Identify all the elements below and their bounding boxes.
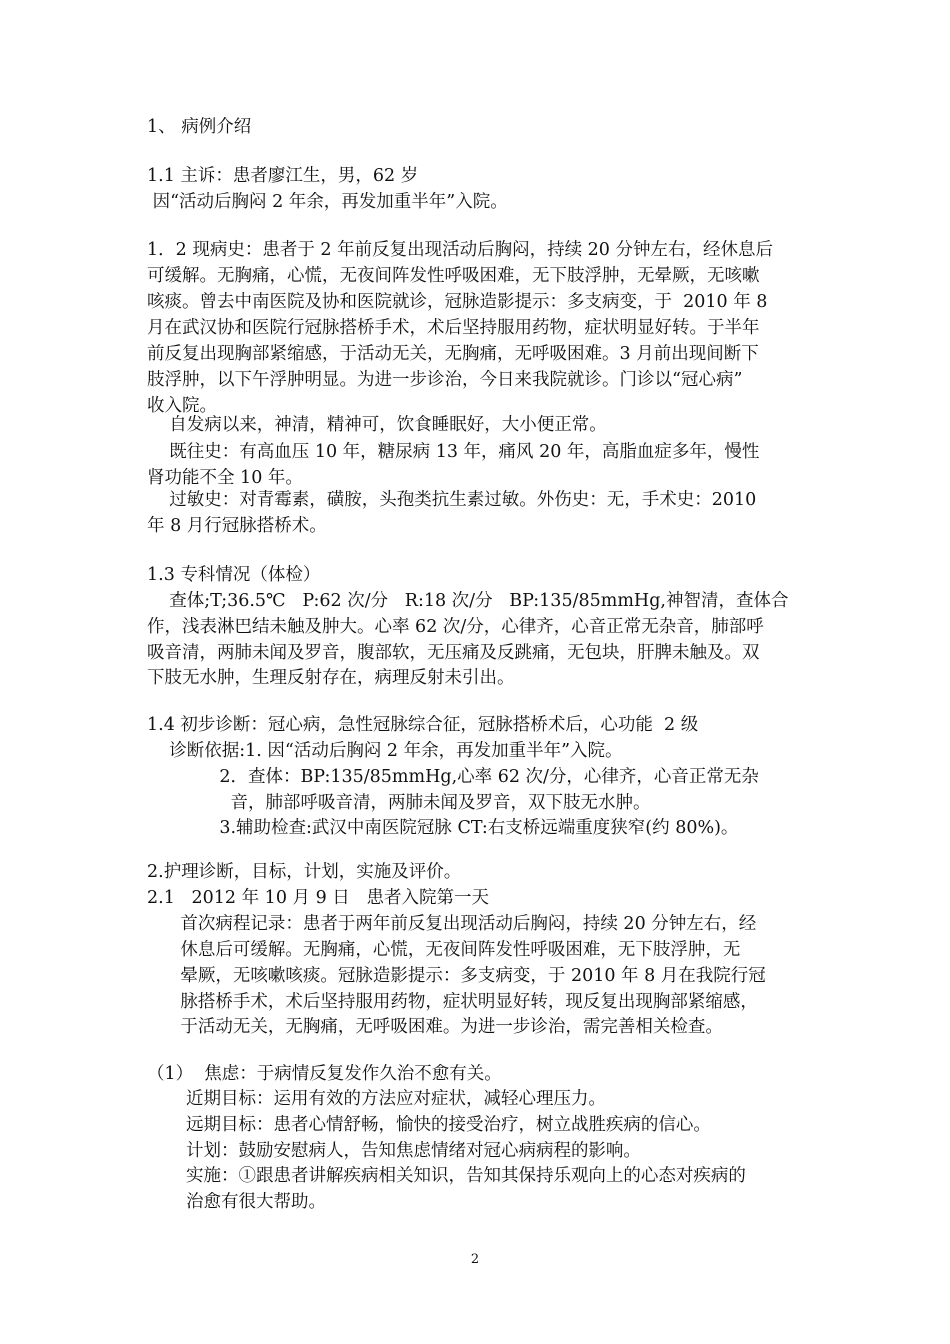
text-line: 年 8 月行冠脉搭桥术。 <box>147 516 327 536</box>
text-line: 音，肺部呼吸音清，两肺未闻及罗音，双下肢无水肿。 <box>147 793 651 813</box>
text-line: 脉搭桥手术，术后坚持服用药物，症状明显好转，现反复出现胸部紧缩感， <box>147 992 758 1012</box>
section-heading: 1、 病例介绍 <box>147 117 252 137</box>
text-line: 2．查体：BP:135/85mmHg,心率 62 次/分，心律齐，心音正常无杂 <box>147 767 759 787</box>
text-line: 自发病以来，神清，精神可，饮食睡眠好，大小便正常。 <box>147 415 607 435</box>
text-line: 可缓解。无胸痛，心慌，无夜间阵发性呼吸困难，无下肢浮肿，无晕厥，无咳嗽 <box>147 266 760 286</box>
text-line: 前反复出现胸部紧缩感，于活动无关，无胸痛，无呼吸困难。3 月前出现间断下 <box>147 344 759 364</box>
text-line: 月在武汉协和医院行冠脉搭桥手术，术后坚持服用药物，症状明显好转。于半年 <box>147 318 760 338</box>
text-line: 吸音清，两肺未闻及罗音，腹部软，无压痛及反跳痛，无包块，肝脾未触及。双 <box>147 643 760 663</box>
exam-heading: 1.3 专科情况（体检） <box>147 565 321 585</box>
text-line: 3.辅助检查:武汉中南医院冠脉 CT:右支桥远端重度狭窄(约 80%)。 <box>147 818 739 838</box>
diagnosis-heading: 1.4 初步诊断：冠心病，急性冠脉综合征，冠脉搭桥术后，心功能 2 级 <box>147 715 699 735</box>
text-line: 下肢无水肿，生理反射存在，病理反射未引出。 <box>147 668 515 688</box>
text-line: 计划：鼓励安慰病人，告知焦虑情绪对冠心病病程的影响。 <box>147 1141 641 1161</box>
chief-complaint-heading: 1.1 主诉：患者廖江生，男，62 岁 <box>147 166 419 186</box>
page-number: 2 <box>470 1252 480 1267</box>
text-line: 查体;T;36.5℃ P:62 次/分 R:18 次/分 BP:135/85mmHg,神智清，查体合 <box>147 591 789 611</box>
text-line: 晕厥，无咳嗽咳痰。冠脉造影提示：多支病变，于 2010 年 8 月在我院行冠 <box>147 966 766 986</box>
text-line: 肾功能不全 10 年。 <box>147 468 303 488</box>
text-line: 休息后可缓解。无胸痛，心慌，无夜间阵发性呼吸困难，无下肢浮肿，无 <box>147 940 741 960</box>
text-line: 治愈有很大帮助。 <box>147 1192 326 1212</box>
text-line: 远期目标：患者心情舒畅，愉快的接受治疗，树立战胜疾病的信心。 <box>147 1115 711 1135</box>
text-line: 既往史：有高血压 10 年，糖尿病 13 年，痛风 20 年，高脂血症多年，慢性 <box>147 442 760 462</box>
text-line: 因“活动后胸闷 2 年余，再发加重半年”入院。 <box>147 192 508 212</box>
text-line: 实施：①跟患者讲解疾病相关知识，告知其保持乐观向上的心态对疾病的 <box>147 1166 746 1186</box>
text-line: 过敏史：对青霉素，磺胺，头孢类抗生素过敏。外伤史：无，手术史：2010 <box>147 490 757 510</box>
history-heading: 1．2 现病史：患者于 2 年前反复出现活动后胸闷，持续 20 分钟左右，经休息后 <box>147 240 773 260</box>
item-heading: （1） 焦虑：于病情反复发作久治不愈有关。 <box>147 1064 502 1084</box>
text-line: 咳痰。曾去中南医院及协和医院就诊，冠脉造影提示：多支病变，于 2010 年 8 <box>147 292 768 312</box>
nursing-heading: 2.护理诊断，目标，计划，实施及评价。 <box>147 862 462 882</box>
text-line: 肢浮肿，以下午浮肿明显。为进一步诊治，今日来我院就诊。门诊以“冠心病” <box>147 370 743 390</box>
text-line: 于活动无关，无胸痛，无呼吸困难。为进一步诊治，需完善相关检查。 <box>147 1017 723 1037</box>
text-line: 近期目标：运用有效的方法应对症状，减轻心理压力。 <box>147 1089 606 1109</box>
text-line: 诊断依据:1. 因“活动后胸闷 2 年余，再发加重半年”入院。 <box>147 741 623 761</box>
text-line: 首次病程记录：患者于两年前反复出现活动后胸闷，持续 20 分钟左右，经 <box>147 914 757 934</box>
text-line: 收入院。 <box>147 396 217 416</box>
day-heading: 2.1 2012 年 10 月 9 日 患者入院第一天 <box>147 888 489 908</box>
text-line: 作，浅表淋巴结未触及肿大。心率 62 次/分，心律齐，心音正常无杂音，肺部呼 <box>147 617 764 637</box>
